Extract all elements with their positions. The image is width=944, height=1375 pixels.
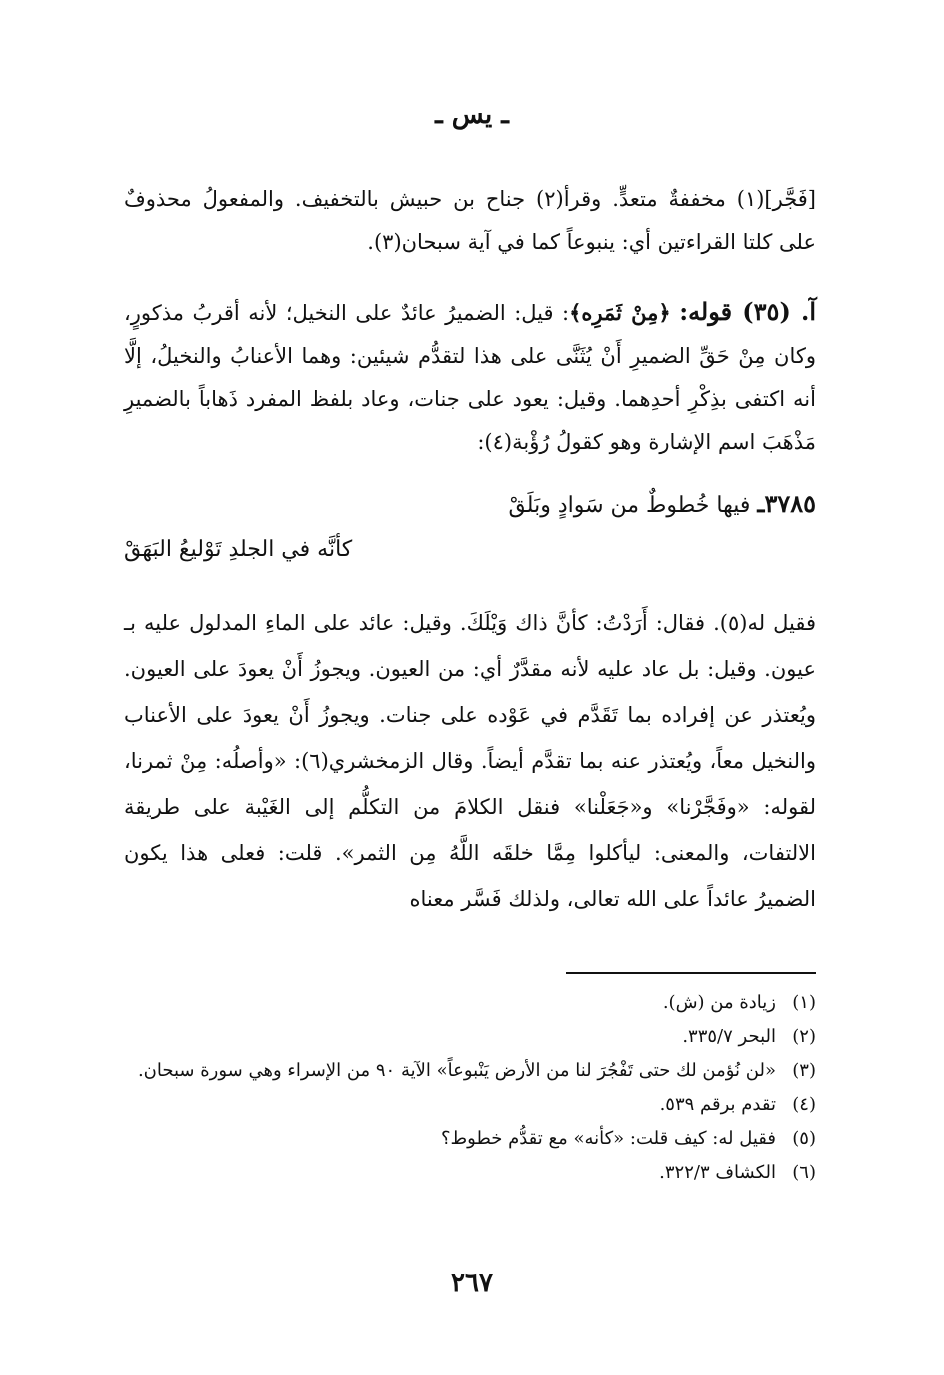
footnote-number: (٣) [792, 1060, 816, 1081]
page-number: ٢٦٧ [451, 1268, 493, 1298]
paragraph-1-text: [فَجَّر](١) مخففةٌ متعدٍّ. وقرأ(٢) جناح بن حبيش بالتخفيف. والمفعولُ محذوفٌ على كلتا القراءتين أي: ينبوعاً كما في آية سبحان(٣). [124, 187, 816, 254]
footnote-text: تقدم برقم ٥٣٩. [659, 1094, 776, 1115]
footnote-text: زيادة من (ش). [662, 992, 776, 1013]
footnote-text: الكشاف ٣٢٢/٣. [659, 1162, 776, 1183]
verse-first-hemistich: فيها خُطوطٌ من سَوادٍ وبَلَقْ [508, 493, 751, 518]
footnote-text: «لن نُؤمن لك حتى تَفْجُرَ لنا من الأرض يَنْبوعاً» الآية ٩٠ من الإسراء وهي سورة سبحان. [137, 1060, 776, 1081]
footnote-number: (٢) [792, 1026, 816, 1047]
verse-number: ٣٧٨٥ـ [757, 489, 816, 518]
footnote-item [124, 1054, 816, 1088]
footnote-text: فقيل له: كيف قلت: «كأنه» مع تقدُّم خطوط؟ [440, 1128, 776, 1149]
footnote-number: (٥) [792, 1128, 816, 1149]
footnote-number: (٤) [792, 1094, 816, 1115]
verse-heading: آ. (٣٥) قوله: [679, 297, 816, 326]
verse-line-2 [124, 528, 816, 572]
verse-line-1 [124, 482, 816, 528]
paragraph-2-text [124, 290, 816, 464]
verse-second-hemistich: كأنَّه في الجلدِ تَوْليعُ البَهَقْ [124, 537, 353, 562]
running-head: ـ يس ـ [435, 100, 509, 130]
footnote-item [124, 1088, 816, 1122]
footnote-item [124, 1020, 816, 1054]
footnote-number: (٦) [792, 1162, 816, 1183]
footnote-divider [566, 972, 816, 974]
footnote-item [124, 986, 816, 1020]
footnotes [124, 986, 816, 1190]
poetry-verse [124, 482, 816, 572]
paragraph-1 [124, 178, 816, 264]
quran-quote: ﴿مِنْ ثَمَرِه﴾ [569, 300, 671, 325]
footnote-number: (١) [792, 992, 816, 1013]
paragraph-2-body: : قيل: الضميرُ عائدٌ على النخيل؛ لأنه أقربُ مذكورٍ، وكان مِنْ حَقِّ الضميرِ أَنْ يُثَنَّى على هذا لتقدُّم شيئين: وهما الأعنابُ والنخيلُ، إلَّا أنه اكتفى بذِكْرِ أحدِهما. وقيل: يعود على جنات، وعاد بلفظ المفرد ذَهاباً بالضميرِ مَذْهَبَ اسم الإشارة وهو كقولُ رُؤْبة(٤): [124, 301, 816, 454]
footnote-item [124, 1122, 816, 1156]
paragraph-3 [124, 600, 816, 922]
footnote-item [124, 1156, 816, 1190]
paragraph-3-text: فقيل له(٥). فقال: أَرَدْتُ: كأنَّ ذاك وَيْلَكَ. وقيل: عائد على الماءِ المدلول عليه بـ عيون. وقيل: بل عاد عليه لأنه مقدَّرٌ أي: من العيون. ويجوزُ أَنْ يعودَ على العيون. ويُعتذر عن إفراده بما تَقَدَّم في عَوْده على جنات. ويجوزُ أَنْ يعودَ على الأعناب والنخيل معاً، ويُعتذر عنه بما تقدَّم أيضاً. وقال الزمخشري(٦): «وأصلُه: مِنْ ثمرنا، لقوله: «وفَجَّرْنا» و«جَعَلْنا» فنقل الكلامَ من التكلُّم إلى الغَيْبة على طريقة الالتفات، والمعنى: ليأكلوا مِمَّا خلقَه اللَّهُ مِن الثمر». قلت: فعلى هذا يكون الضميرُ عائداً على الله تعالى، ولذلك فَسَّر معناه [124, 611, 817, 911]
paragraph-2 [124, 290, 816, 464]
footnote-text: البحر ٣٣٥/٧. [682, 1026, 776, 1047]
